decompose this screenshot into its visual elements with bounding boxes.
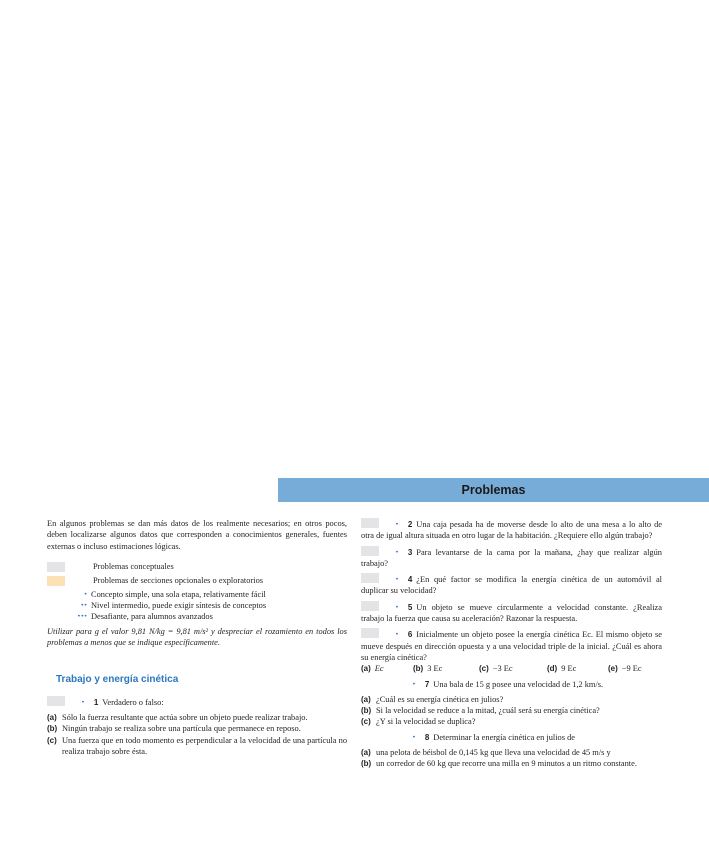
gravity-note: Utilizar para g el valor 9,81 N/kg = 9,81 m/s² y despreciar el rozamiento en todos los problemas a menos que se indique específicamente.: [47, 626, 347, 648]
problem-number: 1: [93, 697, 99, 707]
level-dot-icon: •: [395, 575, 399, 584]
problem-5: • 5 Un objeto se mueve circularmente a velocidad constante. ¿Realiza trabajo la fuerza que causa su aceleración? Razonar la respuesta.: [361, 602, 662, 624]
choice-e: (e) −9 Ec: [608, 664, 642, 674]
legend-optional-label: Problemas de secciones opcionales o exploratorios: [93, 575, 264, 585]
level-dot-icon: •: [395, 602, 399, 611]
conceptual-box: [361, 518, 379, 528]
option-b: (b) Si la velocidad se reduce a la mitad, ¿cuál será su energía cinética?: [361, 706, 600, 716]
level-easy: [47, 589, 347, 600]
section-title: Trabajo y energía cinética: [56, 674, 179, 686]
level-dot-icon: •: [395, 547, 399, 556]
level-dot-icon: •••: [76, 612, 87, 621]
choice-c: (c) −3 Ec: [479, 664, 513, 674]
legend-optional: [47, 575, 347, 589]
intro-paragraph: En algunos problemas se dan más datos de los realmente necesarios; en otros pocos, deben localizarse algunos datos que corresponden a conocimientos generales, fuentes externas o incluso estimaciones lógicas.: [47, 519, 347, 551]
level-medium-label: Nivel intermedio, puede exigir síntesis de conceptos: [91, 601, 267, 611]
option-c: (c) ¿Y si la velocidad se duplica?: [361, 717, 476, 727]
legend-conceptual: [47, 561, 347, 575]
conceptual-box: [361, 546, 379, 556]
level-dot-icon: •: [412, 732, 416, 741]
choice-d: (d) 9 Ec: [547, 664, 577, 674]
level-dot-icon: •: [81, 697, 85, 706]
option-a: (a) una pelota de béisbol de 0,145 kg que lleva una velocidad de 45 m/s y: [361, 748, 611, 758]
legend-conceptual-label: Problemas conceptuales: [93, 561, 174, 571]
problem-3: • 3 Para levantarse de la cama por la mañana, ¿hay que realizar algún trabajo?: [361, 547, 662, 568]
level-dot-icon: •: [395, 630, 399, 639]
conceptual-swatch: [47, 562, 65, 572]
optional-swatch: [47, 576, 65, 586]
conceptual-box: [361, 601, 379, 611]
problem-1: [47, 696, 347, 757]
page-title: Problemas: [461, 483, 526, 497]
level-dot-icon: •: [83, 589, 87, 598]
problem-2: • 2 Una caja pesada ha de moverse desde lo alto de una mesa a lo alto de otra de igual altura situada en otro lugar de la habitación. ¿Requiere ello algún trabajo?: [361, 520, 662, 541]
option-b: (b) Ningún trabajo se realiza sobre una partícula que permanece en reposo.: [47, 724, 301, 734]
left-column: [47, 518, 347, 757]
choice-b: (b) 3 Ec: [413, 664, 443, 674]
problem-4: • 4 ¿En qué factor se modifica la energía cinética de un automóvil al duplicar su velocidad?: [361, 575, 662, 596]
right-column: [361, 518, 662, 770]
option-c: (c) Una fuerza que en todo momento es perpendicular a la velocidad de una partícula no realiza trabajo sobre ésta.: [47, 735, 347, 756]
level-dot-icon: •: [412, 679, 416, 688]
option-b: (b) un corredor de 60 kg que recorre una milla en 9 minutos a un ritmo constante.: [361, 759, 637, 769]
level-dot-icon: ••: [80, 601, 87, 610]
option-a: (a) ¿Cuál es su energía cinética en julios?: [361, 694, 504, 704]
level-dot-icon: •: [395, 520, 399, 528]
section-banner: [278, 478, 709, 502]
level-hard: [47, 611, 347, 622]
conceptual-box: [47, 696, 65, 706]
choice-a: (a) Ec: [361, 664, 384, 674]
level-medium: [47, 600, 347, 611]
conceptual-box: [361, 573, 379, 583]
conceptual-box: [361, 628, 379, 638]
level-easy-label: Concepto simple, una sola etapa, relativamente fácil: [91, 589, 266, 599]
problem-7: • 7 Una bala de 15 g posee una velocidad de 1,2 km/s.: [412, 679, 604, 689]
problem-6-choices: [361, 663, 662, 674]
problem-6: • 6 Inicialmente un objeto posee la energía cinética Ec. El mismo objeto se mueve después en dirección opuesta y a una velocidad triple de la inicial. ¿Cuál es ahora su energía cinética?: [361, 630, 662, 662]
problem-8: • 8 Determinar la energía cinética en julios de: [412, 732, 575, 742]
level-hard-label: Desafiante, para alumnos avanzados: [91, 612, 213, 622]
option-a: (a) Sólo la fuerza resultante que actúa sobre un objeto puede realizar trabajo.: [47, 712, 308, 722]
problem-text: Verdadero o falso:: [102, 697, 164, 707]
